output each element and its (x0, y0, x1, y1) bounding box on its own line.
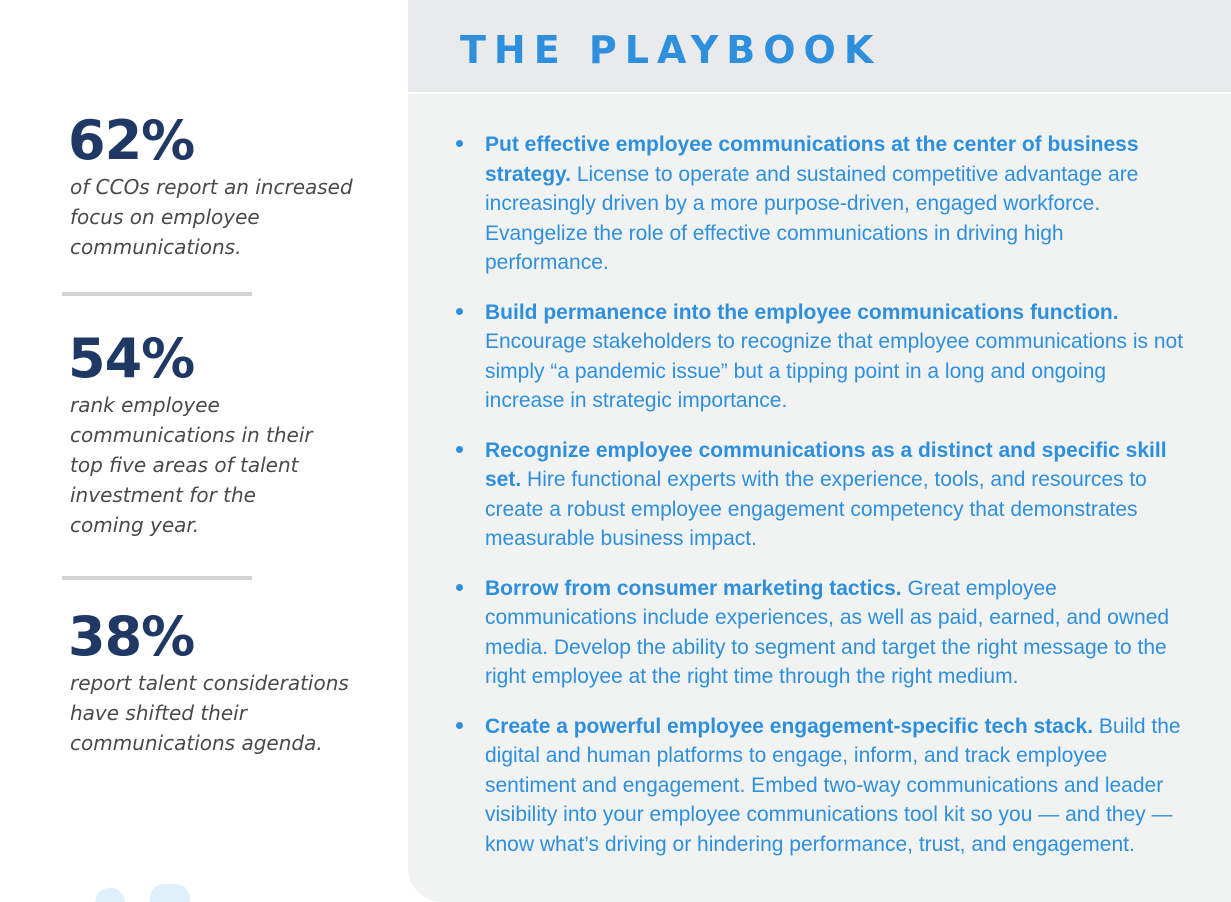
list-item (408, 130, 1231, 278)
stat-description: of CCOs report an increased focus on employee communications. (70, 175, 353, 259)
item-lead: Recognize employee communications as a distinct and specific skill set. (485, 438, 1167, 491)
bullet-icon (456, 722, 463, 729)
stat-value: 38% (68, 605, 195, 668)
item-body: License to operate and sustained competitive advantage are increasingly driven by a more purpose-driven, engaged workforce. Evangelize the role of effective communications in driving high performance. (485, 162, 1139, 274)
decorative-shape (95, 888, 125, 902)
bullet-icon (456, 308, 463, 315)
divider (62, 292, 252, 296)
stat-description: report talent considerations have shifted their communications agenda. (70, 671, 349, 755)
stat-block (68, 605, 370, 758)
stat-block (68, 327, 370, 540)
stat-value: 54% (68, 327, 195, 390)
stat-value: 62% (68, 109, 195, 172)
item-lead: Put effective employee communications at the center of business strategy. (485, 133, 1139, 186)
list-item (408, 712, 1231, 860)
bullet-icon (456, 446, 463, 453)
playbook-panel (408, 0, 1231, 902)
item-body: Encourage stakeholders to recognize that employee communications is not simply “a pandemic issue” but a tipping point in a long and ongoing increase in strategic importance. (485, 330, 1184, 412)
item-lead: Create a powerful employee engagement-specific tech stack. (485, 714, 1094, 738)
stats-column (0, 0, 400, 902)
playbook-title: THE PLAYBOOK (460, 28, 882, 72)
item-body: Great employee communications include experiences, as well as paid, earned, and owned media. Develop the ability to segment and target the right message to the right employee at the right time through the right medium. (485, 576, 1170, 688)
divider (62, 576, 252, 580)
list-item (408, 436, 1231, 554)
playbook-header (408, 0, 1231, 94)
item-body: Build the digital and human platforms to engage, inform, and track employee sentiment and engagement. Embed two-way communications and leader visibility into your employee communications tool kit so you — and they — know what’s driving or hindering performance, trust, and engagement. (485, 714, 1181, 856)
decorative-shape (150, 884, 190, 902)
item-lead: Borrow from consumer marketing tactics. (485, 576, 902, 600)
item-body: Hire functional experts with the experience, tools, and resources to create a robust employee engagement competency that demonstrates measurable business impact. (485, 468, 1147, 550)
list-item (408, 574, 1231, 692)
stat-description: rank employee communications in their top five areas of talent investment for the coming year. (70, 393, 313, 537)
playbook-list (408, 130, 1231, 879)
bullet-icon (456, 140, 463, 147)
list-item (408, 298, 1231, 416)
item-lead: Build permanence into the employee communications function. (485, 300, 1119, 324)
stat-block (68, 109, 370, 262)
bullet-icon (456, 584, 463, 591)
